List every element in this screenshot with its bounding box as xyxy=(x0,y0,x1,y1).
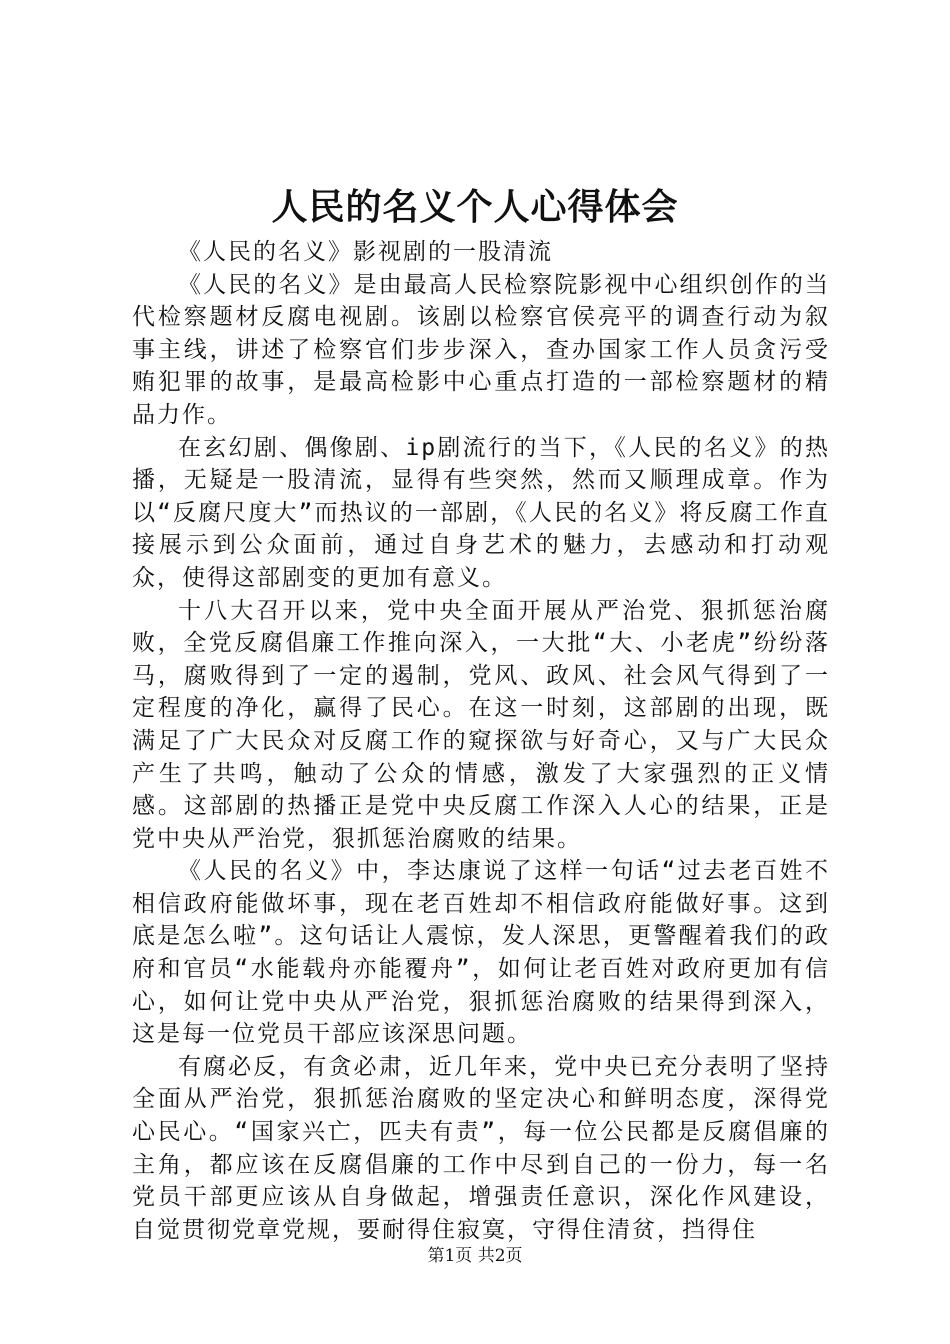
paragraph: 在玄幻剧、偶像剧、ip剧流行的当下，《人民的名义》的热播，无疑是一股清流，显得有些突然，然而又顺理成章。作为以“反腐尺度大”而热议的一部剧，《人民的名义》将反腐工作直接展示到公众面前，通过自身艺术的魅力，去感动和打动观众，使得这部剧变的更加有意义。 xyxy=(132,434,830,591)
page-number-footer: 第1页 共2页 xyxy=(427,1246,523,1266)
paragraph: 《人民的名义》是由最高人民检察院影视中心组织创作的当代检察题材反腐电视剧。该剧以检察官侯亮平的调查行动为叙事主线，讲述了检察官们步步深入，查办国家工作人员贪污受贿犯罪的故事，是最高检影中心重点打造的一部检察题材的精品力作。 xyxy=(132,271,830,428)
document-title: 人民的名义个人心得体会 xyxy=(271,186,679,228)
document-body xyxy=(132,236,830,1246)
paragraph-subtitle: 《人民的名义》影视剧的一股清流 xyxy=(178,239,553,265)
paragraph: 有腐必反，有贪必肃，近几年来，党中央已充分表明了坚持全面从严治党，狠抓惩治腐败的坚定决心和鲜明态度，深得党心民心。“国家兴亡，匹夫有责”，每一位公民都是反腐倡廉的主角，都应该在反腐倡廉的工作中尽到自己的一份力，每一名党员干部更应该从自身做起，增强责任意识，深化作风建设，自觉贯彻党章党规，要耐得住寂寞，守得住清贫，挡得住 xyxy=(132,1053,830,1243)
paragraph: 《人民的名义》中，李达康说了这样一句话“过去老百姓不相信政府能做坏事，现在老百姓却不相信政府能做好事。这到底是怎么啦”。这句话让人震惊，发人深思，更警醒着我们的政府和官员“水能载舟亦能覆舟”，如何让老百姓对政府更加有信心，如何让党中央从严治党，狠抓惩治腐败的结果得到深入，这是每一位党员干部应该深思问题。 xyxy=(132,858,830,1048)
paragraph: 十八大召开以来，党中央全面开展从严治党、狠抓惩治腐败，全党反腐倡廉工作推向深入，一大批“大、小老虎”纷纷落马，腐败得到了一定的遏制，党风、政风、社会风气得到了一定程度的净化，赢得了民心。在这一时刻，这部剧的出现，既满足了广大民众对反腐工作的窥探欲与好奇心，又与广大民众产生了共鸣，触动了公众的情感，激发了大家强烈的正义情感。这部剧的热播正是党中央反腐工作深入人心的结果，正是党中央从严治党，狠抓惩治腐败的结果。 xyxy=(132,597,830,852)
